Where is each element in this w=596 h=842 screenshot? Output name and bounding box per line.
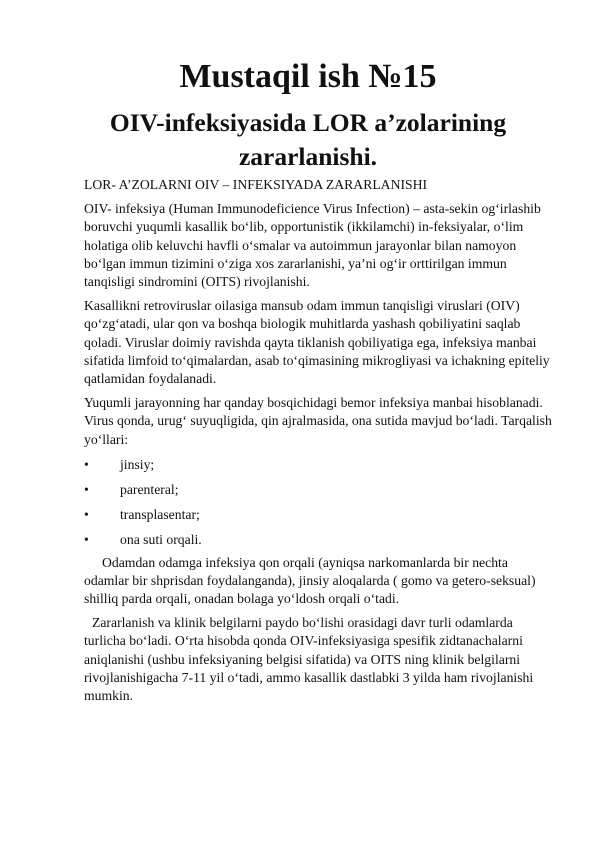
- list-item: [84, 506, 552, 524]
- bullet-icon: •: [84, 532, 89, 548]
- bullet-icon: •: [84, 507, 89, 523]
- transmission-routes-list: [84, 456, 552, 550]
- list-item-text: jinsiy;: [120, 456, 155, 472]
- list-item: [84, 481, 552, 499]
- bullet-icon: •: [84, 456, 89, 472]
- paragraph-transmission: Yuqumli jarayonning har qanday bosqichidagi bemor infeksiya manbai hisoblanadi. Virus qonda, urug‘ suyuqligida, qin ajralmasida, ona sutida mavjud bo‘ladi. Tarqalish yo‘llari:: [84, 395, 552, 447]
- list-item-text: ona suti orqali.: [120, 532, 202, 548]
- list-item-text: parenteral;: [120, 482, 179, 498]
- paragraph-infection-paths: Odamdan odamga infeksiya qon orqali (ayniqsa narkomanlarda bir nechta odamlar bir shprisdan foydalanganda), jinsiy aloqalarda ( gomo va getero-seksual) shilliq parda orqali, onadan bolaga yo‘ldosh orqali o‘tadi.: [84, 554, 536, 607]
- document-title: Mustaqil ish №15: [179, 58, 437, 95]
- bullet-icon: •: [84, 482, 89, 498]
- list-item-text: transplasentar;: [120, 507, 200, 523]
- document-subtitle: OIV-infeksiyasida LOR a’zolarining zararlanishi.: [109, 108, 507, 171]
- paragraph-pathogen: Kasallikni retroviruslar oilasiga mansub odam immun tanqisligi viruslari (OIV) qo‘zg‘atadi, ular qon va boshqa biologik muhitlarda yashash qobiliyatini saqlab qoladi. Viruslar doimiy ravishda qayta tiklanish qobiliyatiga ega, infeksiya manbai sifatida limfoid to‘qimalardan, asab to‘qimasining mikrogliyasi va ichakning epiteliy qatlamidan foydalanadi.: [84, 298, 550, 387]
- paragraph-definition: OIV- infeksiya (Human Immunodeficience Virus Infection) – asta-sekin og‘irlashib boruvchi yuqumli kasallik bo‘lib, opportunistik (ikkilamchi) in-feksiyalar, o‘lim holatiga olib keluvchi havfli o‘smalar va autoimmun jarayonlar bilan namoyon bo‘lgan immun tizimini o‘ziga xos zararlanishi, ya’ni og‘ir orttirilgan immun tanqisligi sindromini (OITS) rivojlanishi.: [84, 201, 541, 290]
- list-item: [84, 531, 552, 549]
- section-heading: LOR- A’ZOLARNI OIV – INFEKSIYADA ZARARLANISHI: [84, 177, 428, 192]
- document-body: [84, 176, 552, 705]
- paragraph-incubation: Zararlanish va klinik belgilarni paydo bo‘lishi orasidagi davr turli odamlarda turlicha bo‘ladi. O‘rta hisobda qonda OIV-infeksiyasiga spesifik zidtanachalarni aniqlanishi (ushbu infeksiyaning belgisi sifatida) va OITS ning klinik belgilarni rivojlanishigacha 7-11 yil o‘tadi, ammo kasallik dastlabki 3 yilda ham rivojlanishi mumkin.: [84, 615, 534, 704]
- list-item: [84, 456, 552, 474]
